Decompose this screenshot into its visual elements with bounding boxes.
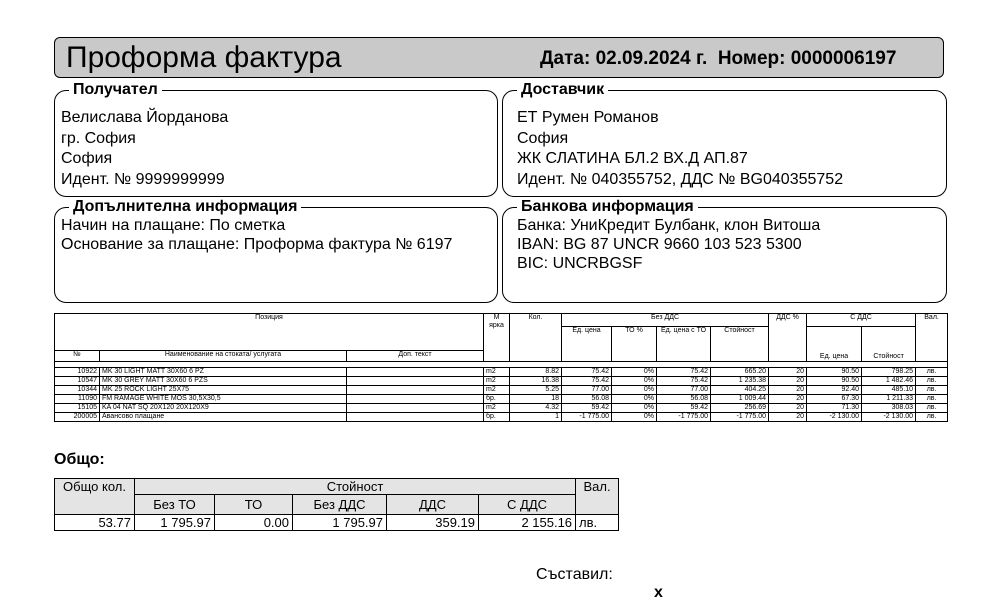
row-vat: 20 — [769, 404, 807, 413]
bank-iban: IBAN: BG 87 UNCR 9660 103 523 5300 — [517, 236, 802, 253]
row-unit: m2 — [484, 404, 510, 413]
row-qty: 8.82 — [510, 368, 562, 377]
row-price: 77.00 — [562, 386, 612, 395]
totals-header-no-vat: Без ДДС — [293, 495, 387, 515]
totals-to-value: 0.00 — [215, 515, 293, 531]
totals-header-vat: ДДС — [387, 495, 479, 515]
table-row — [55, 377, 948, 386]
recipient-name: Велислава Йорданова — [61, 109, 229, 126]
totals-no-to-value: 1 795.97 — [135, 515, 215, 531]
row-extra — [347, 386, 484, 395]
row-unit: m2 — [484, 386, 510, 395]
totals-qty-value: 53.77 — [55, 515, 135, 531]
totals-no-vat-value: 1 795.97 — [293, 515, 387, 531]
totals-header-currency: Вал. — [576, 479, 619, 515]
row-to: 0% — [612, 413, 657, 422]
table-row — [55, 413, 948, 422]
totals-row — [55, 515, 619, 531]
row-qty: 18 — [510, 395, 562, 404]
bank-info-details — [517, 216, 820, 273]
row-unit: m2 — [484, 377, 510, 386]
row-to: 0% — [612, 377, 657, 386]
row-price: -1 775.00 — [562, 413, 612, 422]
document-title: Проформа фактура — [66, 41, 342, 74]
totals-header-no-to: Без ТО — [135, 495, 215, 515]
row-price-to: 59.42 — [657, 404, 711, 413]
row-price: 56.08 — [562, 395, 612, 404]
header-vat-percent: ДДС % — [769, 314, 807, 362]
payment-basis: Основание за плащане: Проформа фактура № 6197 — [61, 236, 453, 253]
row-value: 1 235.38 — [711, 377, 769, 386]
row-currency: лв. — [916, 377, 948, 386]
supplier-name: ЕТ Румен Романов — [517, 109, 659, 126]
row-value: 404.25 — [711, 386, 769, 395]
row-no: 10547 — [55, 377, 100, 386]
recipient-details — [61, 108, 228, 190]
row-no: 200005 — [55, 413, 100, 422]
row-price-vat: 67.30 — [807, 395, 862, 404]
header-quantity: Кол. — [510, 314, 562, 362]
row-extra — [347, 368, 484, 377]
header-unit-price-to: Ед. цена с ТО — [657, 326, 711, 362]
row-price-to: 75.42 — [657, 368, 711, 377]
row-price-vat: 92.40 — [807, 386, 862, 395]
totals-currency-value: лв. — [576, 515, 619, 531]
row-price-vat: 90.50 — [807, 368, 862, 377]
header-with-vat: С ДДС — [807, 314, 916, 327]
row-price-to: -1 775.00 — [657, 413, 711, 422]
row-value-vat: 485.10 — [862, 386, 916, 395]
row-extra — [347, 377, 484, 386]
recipient-title: Получател — [69, 80, 162, 100]
row-no: 11090 — [55, 395, 100, 404]
row-unit: бр. — [484, 395, 510, 404]
header-unit-price-vat: Ед. цена — [807, 326, 862, 362]
totals-vat-value: 359.19 — [387, 515, 479, 531]
totals-label: Общо: — [54, 451, 105, 468]
supplier-city: София — [517, 129, 569, 147]
row-name: MK 30 LIGHT MATT 30X60 6 PZ — [100, 368, 347, 377]
document-date: Дата: 02.09.2024 г. — [540, 48, 708, 69]
row-name: FM RAMAGE WHITE MOS 30,5X30,5 — [100, 395, 347, 404]
table-row — [55, 386, 948, 395]
row-vat: 20 — [769, 386, 807, 395]
totals-header-to: ТО — [215, 495, 293, 515]
row-price-vat: 71.30 — [807, 404, 862, 413]
row-price-vat: 90.50 — [807, 377, 862, 386]
supplier-title: Доставчик — [517, 80, 608, 100]
row-value: -1 775.00 — [711, 413, 769, 422]
row-name: Авансово плащане — [100, 413, 347, 422]
row-to: 0% — [612, 404, 657, 413]
row-value-vat: 1 482.46 — [862, 377, 916, 386]
totals-header-qty: Общо кол. — [55, 479, 135, 515]
row-unit: бр. — [484, 413, 510, 422]
totals-header-value: Стойност — [135, 479, 576, 495]
row-price-vat: -2 130.00 — [807, 413, 862, 422]
row-unit: m2 — [484, 368, 510, 377]
header-position: Позиция — [55, 314, 484, 327]
bank-info-box — [502, 198, 947, 303]
recipient-box — [54, 81, 498, 197]
payment-method: Начин на плащане: По сметка — [61, 217, 286, 234]
document-number: Номер: 0000006197 — [717, 48, 897, 69]
items-table — [54, 313, 948, 422]
row-name: MK 25 ROCK LIGHT 25X75 — [100, 386, 347, 395]
row-value: 256.69 — [711, 404, 769, 413]
document-date-number — [540, 48, 896, 70]
header-extra: Доп. текст — [347, 351, 484, 362]
row-currency: лв. — [916, 404, 948, 413]
row-vat: 20 — [769, 395, 807, 404]
row-vat: 20 — [769, 368, 807, 377]
supplier-details — [517, 108, 843, 190]
header-value-vat: Стойност — [862, 326, 916, 362]
recipient-region: София — [61, 150, 113, 167]
row-price-to: 56.08 — [657, 395, 711, 404]
row-qty: 1 — [510, 413, 562, 422]
row-name: MK 30 GREY MATT 30X60 6 PZS — [100, 377, 347, 386]
header-no: № — [55, 351, 100, 362]
table-row — [55, 395, 948, 404]
row-price-to: 77.00 — [657, 386, 711, 395]
row-vat: 20 — [769, 413, 807, 422]
row-currency: лв. — [916, 368, 948, 377]
row-value-vat: -2 130.00 — [862, 413, 916, 422]
additional-info-title: Допълнителна информация — [69, 197, 301, 217]
recipient-id: Идент. № 9999999999 — [61, 170, 225, 188]
bank-info-title: Банкова информация — [517, 197, 698, 217]
row-value: 665.20 — [711, 368, 769, 377]
supplier-box — [502, 81, 947, 197]
row-value: 1 009.44 — [711, 395, 769, 404]
row-qty: 16.38 — [510, 377, 562, 386]
row-to: 0% — [612, 386, 657, 395]
supplier-address: ЖК СЛАТИНА БЛ.2 ВХ.Д АП.87 — [517, 150, 748, 167]
totals-table — [54, 478, 619, 531]
header-name: Наименование на стоката/ услугата — [100, 351, 347, 362]
row-to: 0% — [612, 368, 657, 377]
row-qty: 4.32 — [510, 404, 562, 413]
composed-by-label: Съставил: — [536, 566, 613, 583]
row-currency: лв. — [916, 395, 948, 404]
row-price: 59.42 — [562, 404, 612, 413]
row-no: 10922 — [55, 368, 100, 377]
header-position-spacer — [55, 326, 484, 351]
row-qty: 5.25 — [510, 386, 562, 395]
header-no-vat: Без ДДС — [562, 314, 769, 327]
bank-name: Банка: УниКредит Булбанк, клон Витоша — [517, 217, 821, 234]
header-value: Стойност — [711, 326, 769, 362]
row-name: KA 04 NAT SQ 20X120 20X120X9 — [100, 404, 347, 413]
row-currency: лв. — [916, 386, 948, 395]
totals-with-vat-value: 2 155.16 — [479, 515, 576, 531]
additional-info-details — [61, 216, 452, 254]
row-value-vat: 1 211.33 — [862, 395, 916, 404]
header-currency: Вал. — [916, 314, 948, 362]
header-unit-price: Ед. цена — [562, 326, 612, 362]
row-extra — [347, 413, 484, 422]
row-no: 10344 — [55, 386, 100, 395]
recipient-city: гр. София — [61, 129, 136, 147]
row-vat: 20 — [769, 377, 807, 386]
header-unit: М ярка — [484, 314, 510, 362]
row-value-vat: 798.25 — [862, 368, 916, 377]
totals-header-with-vat: С ДДС — [479, 495, 576, 515]
row-value-vat: 308.03 — [862, 404, 916, 413]
row-price: 75.42 — [562, 368, 612, 377]
row-no: 15105 — [55, 404, 100, 413]
header-to-percent: ТО % — [612, 326, 657, 362]
row-currency: лв. — [916, 413, 948, 422]
row-extra — [347, 395, 484, 404]
row-extra — [347, 404, 484, 413]
signature-mark: x — [654, 584, 663, 601]
row-to: 0% — [612, 395, 657, 404]
row-price: 75.42 — [562, 377, 612, 386]
additional-info-box — [54, 198, 498, 303]
table-row — [55, 368, 948, 377]
supplier-id: Идент. № 040355752, ДДС № BG040355752 — [517, 170, 844, 188]
row-price-to: 75.42 — [657, 377, 711, 386]
bank-bic: BIC: UNCRBGSF — [517, 255, 643, 272]
table-row — [55, 404, 948, 413]
